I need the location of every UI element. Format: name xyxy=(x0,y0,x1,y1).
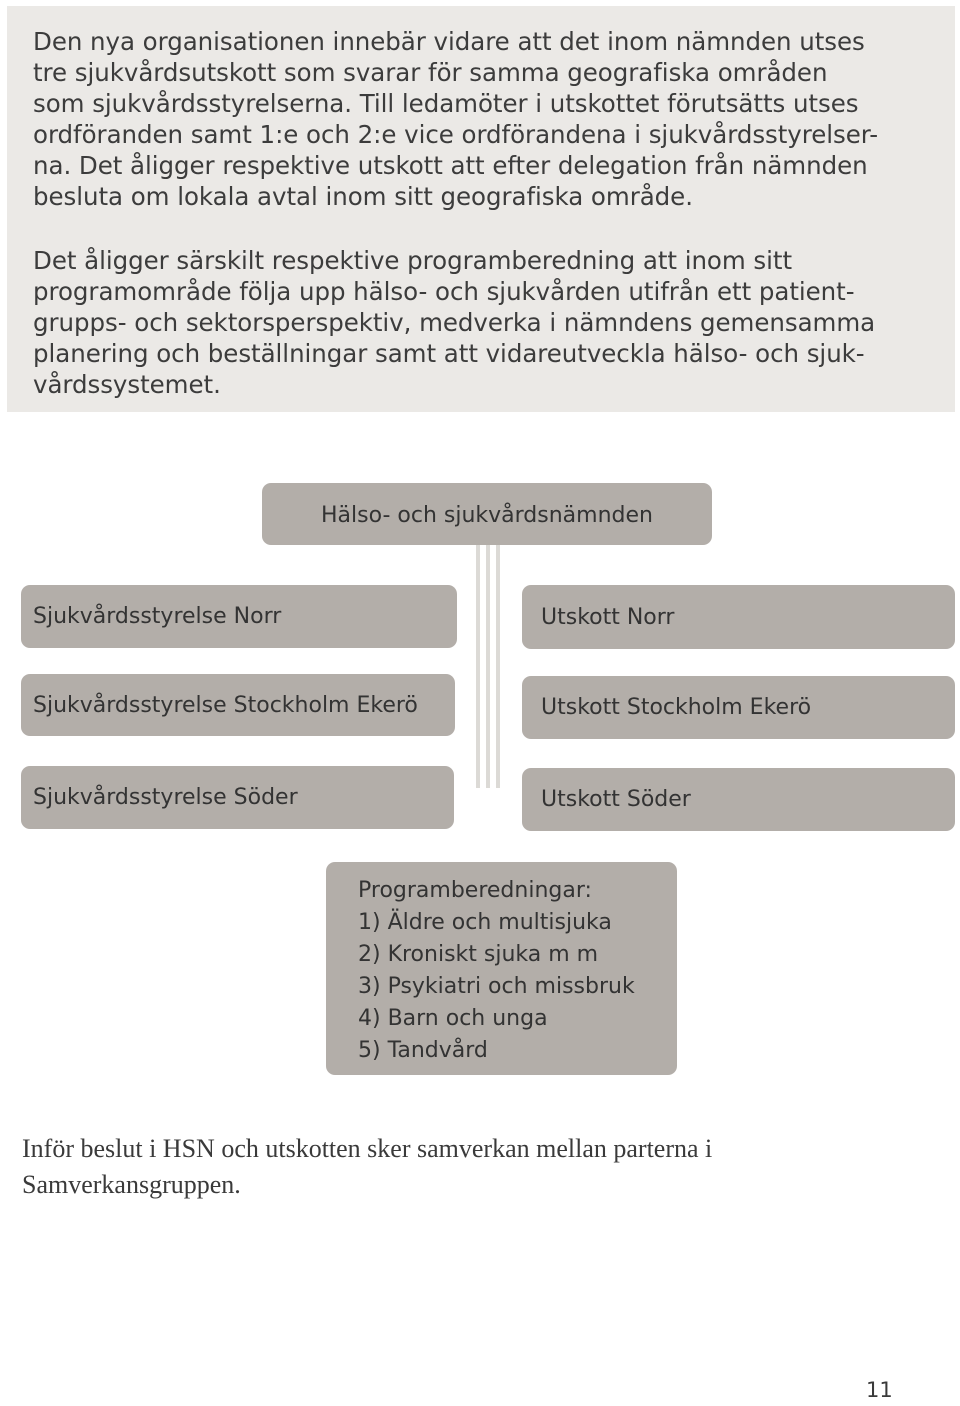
program-item: 4) Barn och unga xyxy=(358,1006,548,1031)
text-line: Inför beslut i HSN och utskotten sker samverkan mellan parterna i xyxy=(22,1134,713,1163)
org-box-sjukvardsstyrelse-stockholm-ekero xyxy=(21,674,455,736)
text-line: planering och beställningar samt att vidareutveckla hälso- och sjuk- xyxy=(33,339,865,368)
org-box-label: Utskott Söder xyxy=(541,787,691,812)
program-item: 5) Tandvård xyxy=(358,1038,488,1063)
text-line: na. Det åligger respektive utskott att efter delegation från nämnden xyxy=(33,151,868,180)
org-box-sjukvardsstyrelse-soder xyxy=(21,766,454,829)
page-number: 11 xyxy=(866,1378,893,1402)
program-item: 1) Äldre och multisjuka xyxy=(358,910,612,935)
closing-paragraph xyxy=(22,1131,922,1203)
intro-paragraph-2 xyxy=(33,245,937,400)
org-box-label: Utskott Stockholm Ekerö xyxy=(541,695,812,720)
program-heading: Programberedningar: xyxy=(358,878,592,903)
connector-line xyxy=(486,545,490,788)
text-line: Det åligger särskilt respektive programberedning att inom sitt xyxy=(33,246,793,275)
org-box-utskott-stockholm-ekero xyxy=(522,676,955,739)
text-line: Den nya organisationen innebär vidare att det inom nämnden utses xyxy=(33,27,865,56)
intro-text-box xyxy=(7,6,955,412)
text-line: besluta om lokala avtal inom sitt geografiska område. xyxy=(33,182,693,211)
text-line: programområde följa upp hälso- och sjukvården utifrån ett patient- xyxy=(33,277,855,306)
connector-line xyxy=(496,545,500,788)
org-box-label: Sjukvårdsstyrelse Söder xyxy=(33,785,298,810)
org-box-utskott-norr xyxy=(522,585,955,649)
intro-paragraph-1 xyxy=(33,26,937,212)
text-line: Samverkansgruppen. xyxy=(22,1170,241,1199)
org-box-utskott-soder xyxy=(522,768,955,831)
program-item: 2) Kroniskt sjuka m m xyxy=(358,942,599,967)
org-box-label: Sjukvårdsstyrelse Stockholm Ekerö xyxy=(33,692,418,718)
text-line: ordföranden samt 1:e och 2:e vice ordförandena i sjukvårdsstyrelser- xyxy=(33,120,878,149)
org-box-programberedningar xyxy=(326,862,677,1075)
text-line: tre sjukvårdsutskott som svarar för samma geografiska områden xyxy=(33,58,828,87)
org-box-hsn xyxy=(262,483,712,545)
text-line: vårdssystemet. xyxy=(33,370,221,399)
text-line: som sjukvårdsstyrelserna. Till ledamöter i utskottet förutsätts utses xyxy=(33,89,859,118)
org-box-label: Sjukvårdsstyrelse Norr xyxy=(33,604,282,629)
program-item: 3) Psykiatri och missbruk xyxy=(358,974,635,999)
text-line: grupps- och sektorsperspektiv, medverka i nämndens gemensamma xyxy=(33,308,876,337)
connector-line xyxy=(476,545,480,788)
org-box-label: Hälso- och sjukvårdsnämnden xyxy=(321,502,653,528)
org-box-label: Utskott Norr xyxy=(541,604,675,630)
org-box-sjukvardsstyrelse-norr xyxy=(21,585,457,648)
